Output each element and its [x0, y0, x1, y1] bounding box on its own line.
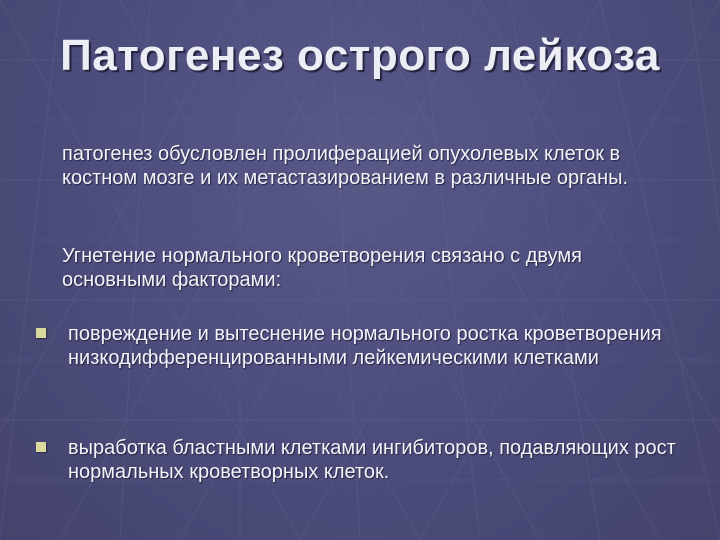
bullet-item-text: выработка бластными клетками ингибиторов, подавляющих рост нормальных кроветворных клеток. — [68, 437, 676, 483]
intro-paragraph: патогенез обусловлен пролиферацией опухолевых клеток в костном мозге и их метастазированием в различные органы. — [62, 143, 629, 189]
square-bullet-icon — [36, 442, 46, 452]
square-bullet-icon — [36, 328, 46, 338]
slide-title: Патогенез острого лейкоза — [60, 31, 660, 80]
factors-paragraph: Угнетение нормального кроветворения связано с двумя основными факторами: — [62, 245, 582, 291]
bullet-item-text: повреждение и вытеснение нормального ростка кроветворения низкодифференцированными лейкемическими клетками — [68, 323, 662, 369]
